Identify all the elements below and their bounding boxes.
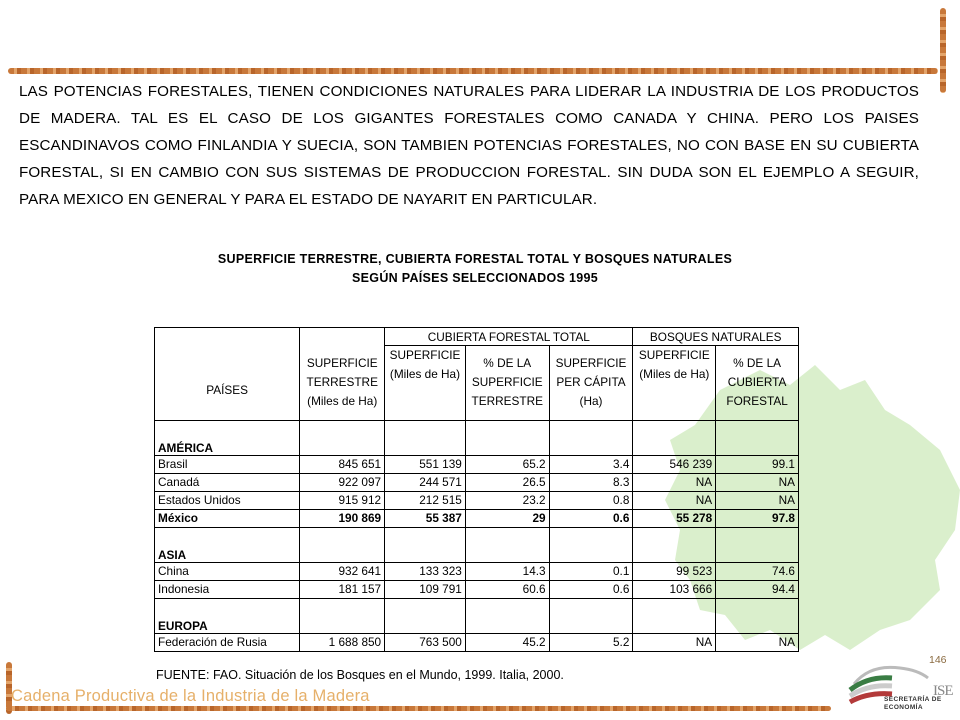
empty-cell <box>465 598 549 633</box>
section-row-europa <box>155 598 799 633</box>
value-cell: NA <box>633 473 716 491</box>
value-cell: 99 523 <box>633 562 716 580</box>
forest-data-table <box>154 327 799 652</box>
value-cell: 45.2 <box>465 633 549 651</box>
value-cell: 181 157 <box>300 580 385 598</box>
header-bos-pct <box>716 346 799 421</box>
value-cell: 29 <box>465 509 549 527</box>
value-cell: 915 912 <box>300 491 385 509</box>
table-row <box>155 580 799 598</box>
logo-line2: ECONOMÍA <box>884 704 923 711</box>
value-cell: 3.4 <box>549 455 633 473</box>
country-cell: Indonesia <box>155 580 300 598</box>
header-text: TERRESTRE <box>471 394 543 409</box>
value-cell: NA <box>633 491 716 509</box>
country-cell: Brasil <box>155 455 300 473</box>
header-text: PER CÁPITA <box>556 375 626 390</box>
value-cell: 55 278 <box>633 509 716 527</box>
header-text: SUPERFICIE <box>555 356 627 371</box>
header-text: (Miles de Ha) <box>389 367 461 381</box>
table-title-line2: SEGÚN PAÍSES SELECCIONADOS 1995 <box>352 271 598 285</box>
empty-cell <box>549 598 633 633</box>
bottom-decorative-line <box>6 706 831 711</box>
value-cell: 0.6 <box>549 509 633 527</box>
header-cub-pct <box>465 346 549 421</box>
empty-cell <box>300 598 385 633</box>
page-number: 146 <box>929 654 947 666</box>
section-row-america <box>155 420 799 455</box>
value-cell: 190 869 <box>300 509 385 527</box>
value-cell: 60.6 <box>465 580 549 598</box>
value-cell: 845 651 <box>300 455 385 473</box>
header-text: (Ha) <box>579 394 603 409</box>
empty-cell <box>716 527 799 562</box>
value-cell: 922 097 <box>300 473 385 491</box>
value-cell: NA <box>716 473 799 491</box>
value-cell: NA <box>716 633 799 651</box>
empty-cell <box>465 420 549 455</box>
value-cell: 546 239 <box>633 455 716 473</box>
value-cell: 74.6 <box>716 562 799 580</box>
country-cell: México <box>155 509 300 527</box>
section-row-asia <box>155 527 799 562</box>
country-cell: Canadá <box>155 473 300 491</box>
header-text: FORESTAL <box>726 394 788 409</box>
header-sup-terrestre <box>300 346 385 421</box>
country-cell: Federación de Rusia <box>155 633 300 651</box>
value-cell: NA <box>716 491 799 509</box>
value-cell: 65.2 <box>465 455 549 473</box>
value-cell: 1 688 850 <box>300 633 385 651</box>
empty-cell <box>300 420 385 455</box>
header-text: SUPERFICIE <box>471 375 543 390</box>
empty-cell <box>633 527 716 562</box>
value-cell: 0.1 <box>549 562 633 580</box>
value-cell: 55 387 <box>385 509 466 527</box>
header-text: SUPERFICIE <box>306 356 378 370</box>
empty-cell <box>549 420 633 455</box>
header-text: CUBIERTA <box>727 375 787 390</box>
empty-cell <box>716 598 799 633</box>
value-cell: 551 139 <box>385 455 466 473</box>
country-cell: Estados Unidos <box>155 491 300 509</box>
header-text: (Miles de Ha) <box>307 394 378 408</box>
blank-header-cell <box>155 328 300 346</box>
section-label: ASIA <box>155 527 300 562</box>
footer-title: Cadena Productiva de la Industria de la Madera <box>11 687 370 705</box>
header-text: % DE LA <box>483 356 532 371</box>
value-cell: 5.2 <box>549 633 633 651</box>
section-label: EUROPA <box>155 598 300 633</box>
header-bos-superficie <box>633 346 716 421</box>
table-row <box>155 562 799 580</box>
blank-header-cell <box>300 328 385 346</box>
header-cub-superficie <box>385 346 466 421</box>
value-cell: 99.1 <box>716 455 799 473</box>
section-label: AMÉRICA <box>155 420 300 455</box>
header-cubierta-forestal: CUBIERTA FORESTAL TOTAL <box>385 328 633 346</box>
header-text: SUPERFICIE <box>638 348 710 362</box>
value-cell: 763 500 <box>385 633 466 651</box>
table-row-highlight <box>155 509 799 527</box>
value-cell: 14.3 <box>465 562 549 580</box>
empty-cell <box>385 527 466 562</box>
header-text: % DE LA <box>733 356 782 371</box>
table-row <box>155 455 799 473</box>
value-cell: 109 791 <box>385 580 466 598</box>
country-cell: China <box>155 562 300 580</box>
value-cell: 0.8 <box>549 491 633 509</box>
value-cell: 103 666 <box>633 580 716 598</box>
table-row <box>155 491 799 509</box>
value-cell: NA <box>633 633 716 651</box>
value-cell: 8.3 <box>549 473 633 491</box>
empty-cell <box>633 420 716 455</box>
header-text: SUPERFICIE <box>389 348 461 362</box>
value-cell: 26.5 <box>465 473 549 491</box>
value-cell: 0.6 <box>549 580 633 598</box>
empty-cell <box>465 527 549 562</box>
table-title-line1: SUPERFICIE TERRESTRE, CUBIERTA FORESTAL TOTAL Y BOSQUES NATURALES <box>217 252 733 266</box>
logo-line1: SECRETARÍA DE <box>884 696 942 703</box>
table-title <box>150 250 800 288</box>
value-cell: 932 641 <box>300 562 385 580</box>
empty-cell <box>549 527 633 562</box>
logo-ise: ISE <box>933 683 953 699</box>
value-cell: 212 515 <box>385 491 466 509</box>
empty-cell <box>300 527 385 562</box>
value-cell: 23.2 <box>465 491 549 509</box>
empty-cell <box>385 598 466 633</box>
group-header-row <box>155 328 799 346</box>
value-cell: 244 571 <box>385 473 466 491</box>
header-cub-percapita <box>549 346 633 421</box>
header-bosques-naturales: BOSQUES NATURALES <box>633 328 799 346</box>
header-text: (Miles de Ha) <box>639 367 710 381</box>
empty-cell <box>716 420 799 455</box>
intro-paragraph: LAS POTENCIAS FORESTALES, TIENEN CONDICIONES NATURALES PARA LIDERAR LA INDUSTRIA DE LOS PRODUCTOS DE MADERA. TAL ES EL CASO DE LOS GIGANTES FORESTALES COMO CANADA Y CHINA. PERO LOS PAISES ESCANDINAVOS COMO FINLANDIA Y SUECIA, SON TAMBIEN POTENCIAS FORESTALES, NO CON BASE EN SU CUBIERTA FORESTAL, SI EN CAMBIO CON SUS SISTEMAS DE PRODUCCION FORESTAL. SIN DUDA SON EL EJEMPLO A SEGUIR, PARA MEXICO EN GENERAL Y PARA EL ESTADO DE NAYARIT EN PARTICULAR. <box>19 83 919 208</box>
table-row <box>155 633 799 651</box>
column-header-row <box>155 346 799 421</box>
empty-cell <box>633 598 716 633</box>
table-source: FUENTE: FAO. Situación de los Bosques en el Mundo, 1999. Italia, 2000. <box>156 668 564 682</box>
value-cell: 94.4 <box>716 580 799 598</box>
header-paises: PAÍSES <box>155 346 300 421</box>
value-cell: 97.8 <box>716 509 799 527</box>
header-text: TERRESTRE <box>306 375 378 389</box>
value-cell: 133 323 <box>385 562 466 580</box>
right-decorative-line <box>940 8 946 93</box>
empty-cell <box>385 420 466 455</box>
top-decorative-line <box>8 68 938 74</box>
table-row <box>155 473 799 491</box>
